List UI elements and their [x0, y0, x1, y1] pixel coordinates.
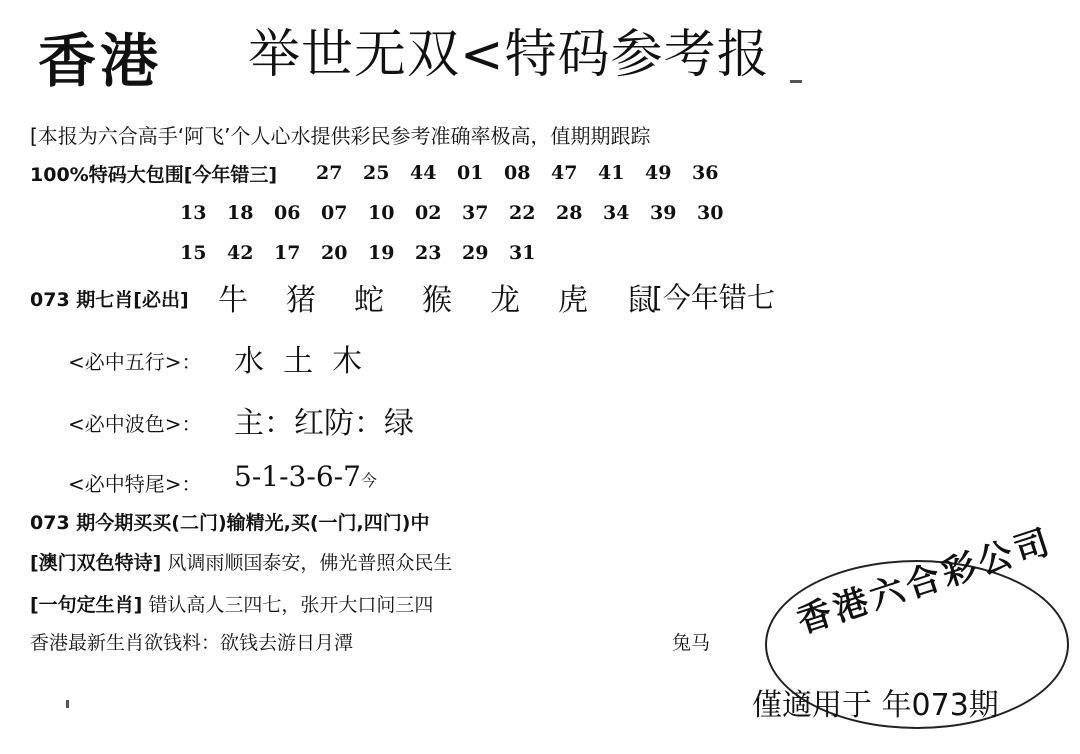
list-item: 猪	[286, 283, 316, 318]
list-item: 22	[509, 202, 536, 224]
list-item: 13	[180, 202, 207, 224]
poem-line	[30, 548, 452, 575]
list-item: 虎	[558, 283, 588, 318]
list-item: 01	[457, 162, 484, 184]
list-item: 30	[697, 202, 724, 224]
tail-value	[234, 460, 377, 493]
list-item: 蛇	[354, 283, 384, 318]
list-item: 42	[227, 242, 254, 264]
list-item: 27	[316, 162, 343, 184]
stamp-text: 香港六合彩公司	[792, 521, 1058, 642]
list-item: 19	[368, 242, 395, 264]
list-item: 牛	[218, 283, 248, 318]
list-item: 41	[598, 162, 625, 184]
phrase-label: [一句定生肖]	[30, 594, 143, 616]
seven-note: [今年错七	[652, 281, 775, 314]
intro-line: [本报为六合高手‘阿飞’个人心水提供彩民参考准确率极高，值期期跟踪	[30, 124, 651, 148]
footer-note: 僅適用于 年073期	[752, 688, 999, 723]
list-item: 31	[509, 242, 536, 264]
list-item: 49	[645, 162, 672, 184]
list-item: 37	[462, 202, 489, 224]
tail-label: <必中特尾>：	[68, 472, 202, 496]
list-item: 06	[274, 202, 301, 224]
list-item: 08	[504, 162, 531, 184]
list-item: 10	[368, 202, 395, 224]
list-item: 39	[650, 202, 677, 224]
list-item: 29	[462, 242, 489, 264]
scan-speck	[790, 80, 802, 83]
list-item: 23	[415, 242, 442, 264]
list-item: 28	[556, 202, 583, 224]
list-item: 鼠	[626, 283, 656, 318]
list-item: 02	[415, 202, 442, 224]
list-item: 07	[321, 202, 348, 224]
tail-numbers: 5-1-3-6-7	[234, 460, 361, 493]
newspaper-title: 香港	[38, 27, 163, 95]
phrase-text: 错认高人三四七，张开大口问三四	[148, 594, 434, 616]
latest-line: 香港最新生肖欲钱料：欲钱去游日月潭	[30, 632, 354, 654]
wave-value: 主：红防：绿	[234, 406, 414, 441]
list-item: 20	[321, 242, 348, 264]
elements-label: <必中五行>：	[68, 350, 202, 374]
list-item: 15	[180, 242, 207, 264]
newspaper-subtitle	[248, 12, 788, 87]
poem-label: [澳门双色特诗]	[30, 552, 162, 574]
list-item: 34	[603, 202, 630, 224]
buy-line: 073 期今期买买(二门)输精光,买(一门,四门)中	[30, 512, 430, 534]
list-item: 18	[227, 202, 254, 224]
list-item: 猴	[422, 283, 452, 318]
poem-text: 风调雨顺国泰安，佛光普照众民生	[167, 552, 453, 574]
list-item: 36	[692, 162, 719, 184]
list-item: 47	[551, 162, 578, 184]
subtitle-text: 举世无双<特码参考报	[248, 25, 770, 85]
list-item: 龙	[490, 283, 520, 318]
latest-answer: 兔马	[672, 632, 711, 654]
tail-suffix: 今	[360, 471, 377, 490]
special-row-3	[180, 242, 556, 264]
scan-speck	[66, 700, 69, 708]
list-item: 44	[410, 162, 437, 184]
wave-label: <必中波色>：	[68, 412, 202, 436]
special-row-1	[316, 162, 739, 184]
list-item: 25	[363, 162, 390, 184]
elements-value: 水 土 木	[234, 344, 363, 379]
zodiac-list	[218, 275, 694, 319]
list-item: 17	[274, 242, 301, 264]
special-label: 100%特码大包围[今年错三]	[30, 164, 278, 186]
seven-label: 073 期七肖[必出]	[30, 289, 189, 311]
special-row-2	[180, 202, 744, 224]
phrase-line	[30, 590, 433, 617]
